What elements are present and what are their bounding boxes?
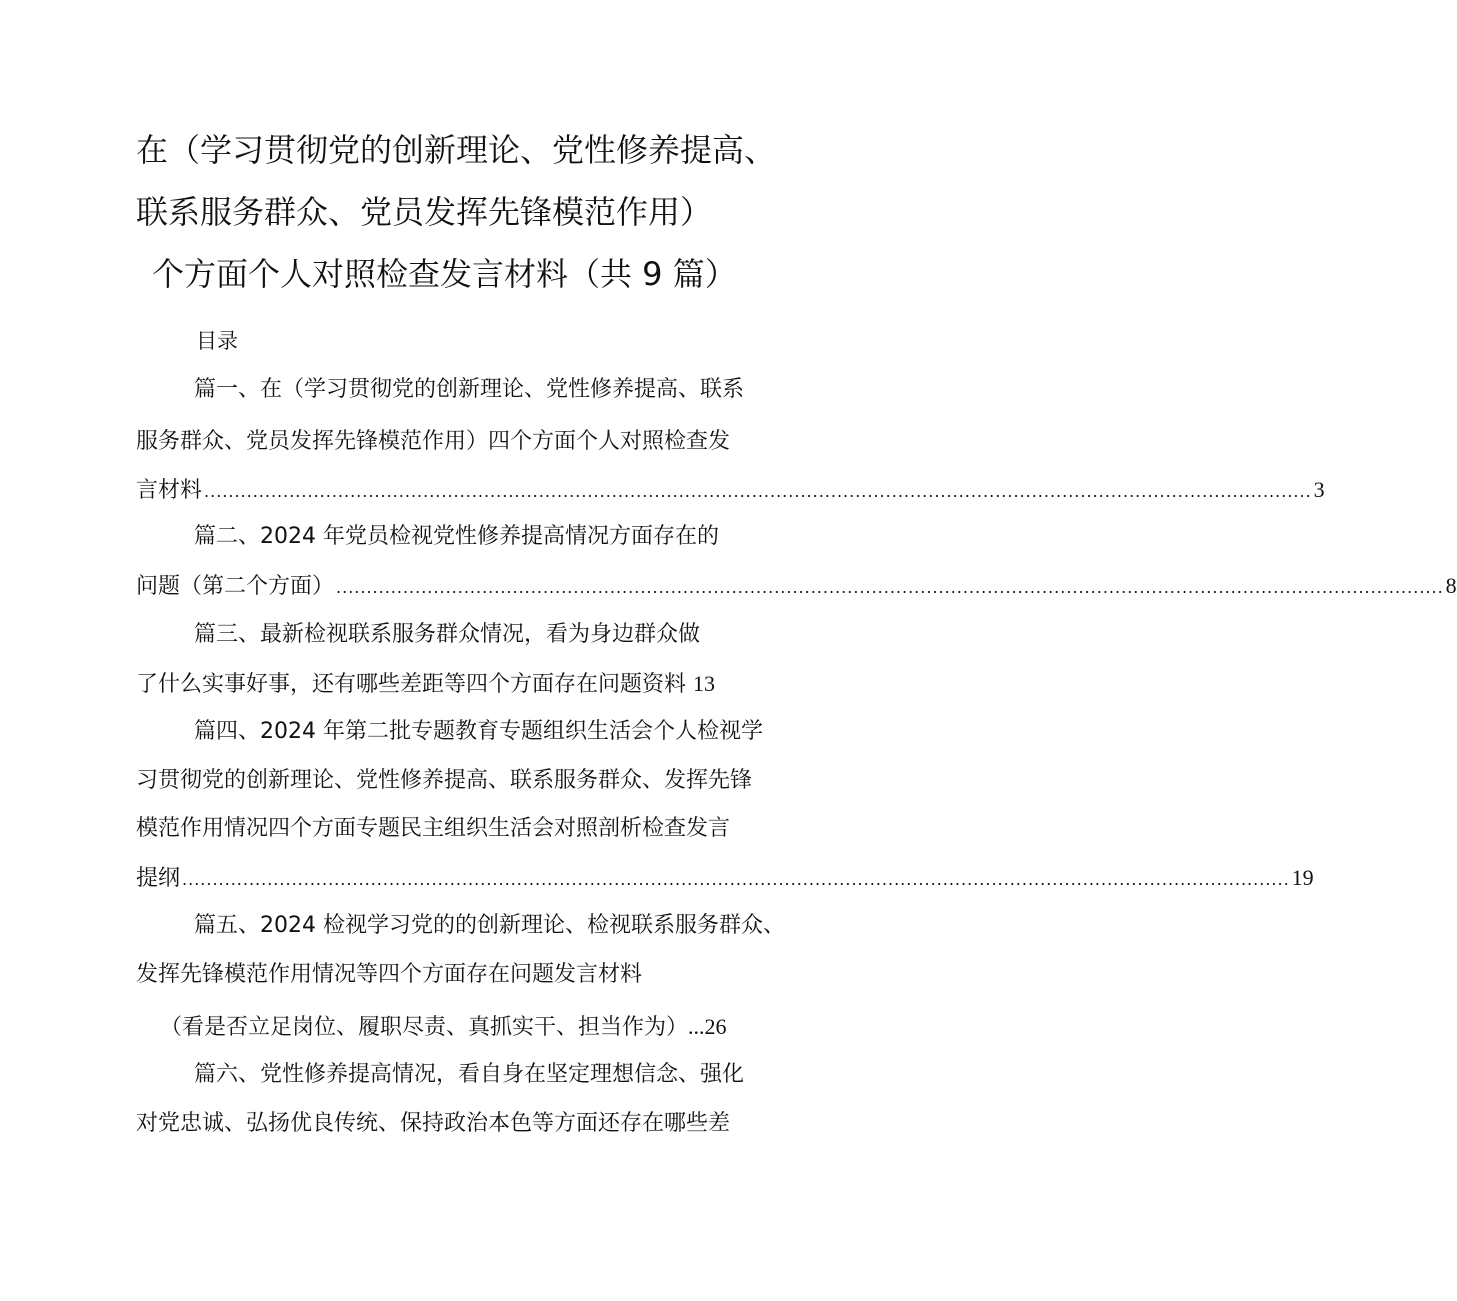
toc-entry-5-last-text: （看是否立足岗位、履职尽责、真抓实干、担当作为） bbox=[160, 1015, 689, 1040]
toc-entry-6-line-1[interactable]: 篇六、党性修养提高情况，看自身在坚定理想信念、强化 bbox=[194, 1062, 745, 1087]
toc-entry-1-line-2[interactable]: 服务群众、党员发挥先锋模范作用）四个方面个人对照检查发 bbox=[136, 429, 731, 454]
toc-entry-2-leader-line[interactable] bbox=[136, 570, 1457, 604]
toc-entry-2-page: 8 bbox=[1445, 573, 1457, 598]
toc-entry-1-page: 3 bbox=[1313, 477, 1325, 502]
title-line-1: 在（学习贯彻党的创新理论、党性修养提高、 bbox=[136, 131, 777, 169]
toc-entry-2-last-text: 问题（第二个方面） bbox=[136, 574, 335, 599]
toc-entry-4-line-3[interactable]: 模范作用情况四个方面专题民主组织生活会对照剖析检查发言 bbox=[136, 816, 731, 841]
dot-leader: ... bbox=[688, 1014, 705, 1039]
title-line-3: 个方面个人对照检查发言材料（共 9 篇） bbox=[152, 255, 737, 293]
toc-entry-1-last-text: 言材料 bbox=[136, 478, 203, 503]
toc-entry-5-leader-line[interactable] bbox=[160, 1011, 820, 1044]
toc-entry-5-line-1[interactable]: 篇五、2024 检视学习党的的创新理论、检视联系服务群众、 bbox=[194, 913, 785, 938]
toc-entry-5-line-2[interactable]: 发挥先锋模范作用情况等四个方面存在问题发言材料 bbox=[136, 962, 643, 987]
toc-entry-4-leader-line[interactable] bbox=[136, 862, 1314, 896]
dot-leader: ...................................................................................................................................................................................... bbox=[336, 578, 1444, 597]
toc-entry-4-last-text: 提纲 bbox=[136, 866, 181, 891]
dot-leader: ...................................................................................................................................................................................... bbox=[182, 870, 1290, 889]
toc-entry-2-line-1[interactable]: 篇二、2024 年党员检视党性修养提高情况方面存在的 bbox=[194, 524, 719, 549]
title-line-2: 联系服务群众、党员发挥先锋模范作用） bbox=[136, 193, 713, 231]
toc-entry-3-page: 13 bbox=[693, 671, 716, 696]
toc-entry-1-line-1[interactable]: 篇一、在（学习贯彻党的创新理论、党性修养提高、联系 bbox=[194, 377, 745, 402]
toc-entry-4-page: 19 bbox=[1291, 865, 1314, 890]
dot-leader: ...................................................................................................................................................................................... bbox=[204, 482, 1312, 501]
toc-entry-5-page: 26 bbox=[704, 1014, 727, 1039]
toc-entry-3-leader-line[interactable] bbox=[136, 668, 796, 701]
toc-entry-6-line-2[interactable]: 对党忠诚、弘扬优良传统、保持政治本色等方面还存在哪些差 bbox=[136, 1111, 731, 1136]
toc-entry-1-leader-line[interactable] bbox=[136, 474, 1325, 508]
toc-entry-3-last-text: 了什么实事好事，还有哪些差距等四个方面存在问题资料 bbox=[136, 672, 687, 697]
toc-heading: 目录 bbox=[196, 329, 238, 353]
toc-entry-4-line-2[interactable]: 习贯彻党的创新理论、党性修养提高、联系服务群众、发挥先锋 bbox=[136, 768, 753, 793]
toc-entry-3-line-1[interactable]: 篇三、最新检视联系服务群众情况，看为身边群众做 bbox=[194, 622, 701, 647]
toc-entry-4-line-1[interactable]: 篇四、2024 年第二批专题教育专题组织生活会个人检视学 bbox=[194, 719, 763, 744]
